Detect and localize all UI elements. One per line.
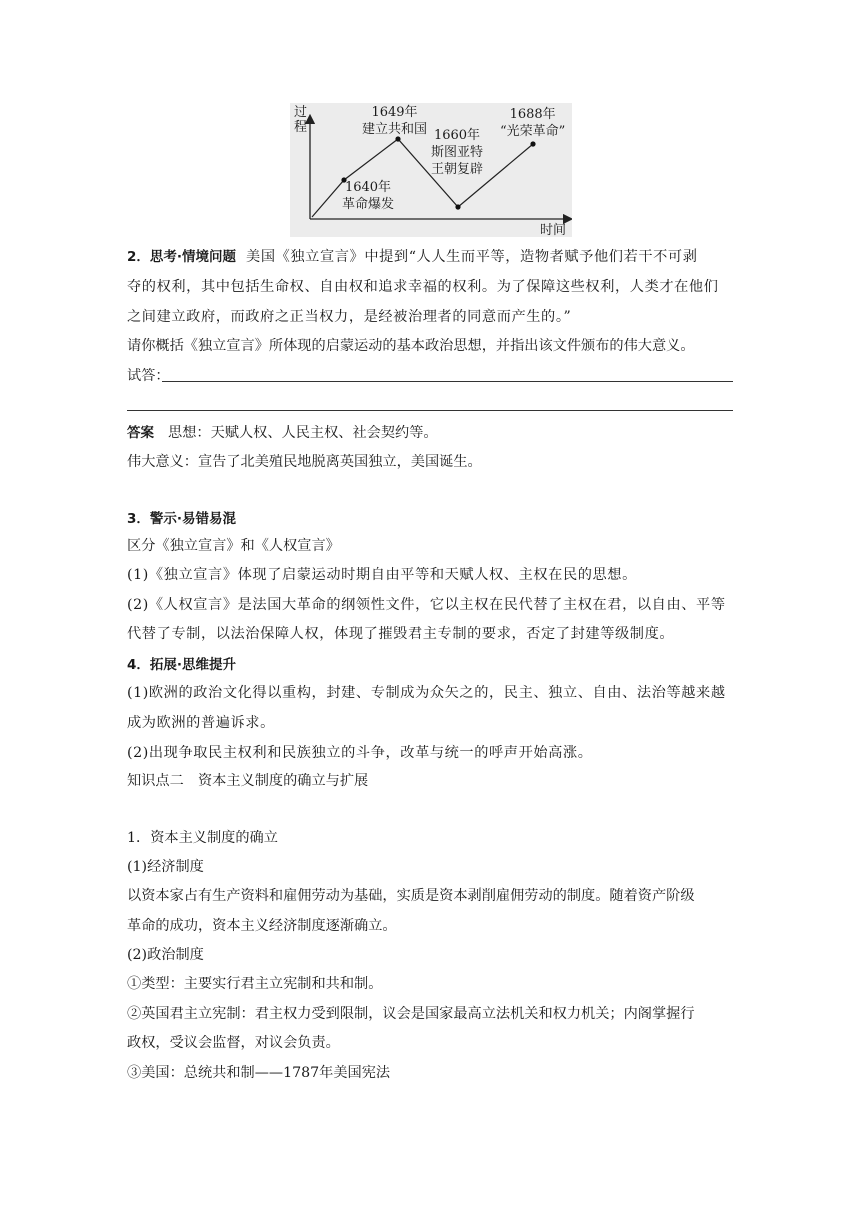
q2-prompt: 请你概括《独立宣言》所体现的启蒙运动的基本政治思想，并指出该文件颁布的伟大意义。 bbox=[127, 338, 695, 354]
event-year: 1640年 bbox=[344, 180, 392, 195]
economic-line-1: 以资本家占有生产资料和雇佣劳动为基础，实质是资本剥削雇佣劳动的制度。随着资产阶级 bbox=[127, 888, 695, 904]
economic-system-title: (1)经济制度 bbox=[127, 859, 204, 875]
answer-significance: 伟大意义：宣告了北美殖民地脱离英国独立，美国诞生。 bbox=[127, 454, 482, 470]
q3-heading: 3．警示·易错易混 bbox=[127, 511, 237, 527]
section-title: 知识点二 资本主义制度的确立与扩展 bbox=[127, 773, 369, 789]
event-desc: 建立共和国 bbox=[362, 122, 428, 137]
q4-heading: 4．拓展·思维提升 bbox=[127, 657, 237, 673]
event-1640 bbox=[342, 179, 394, 213]
event-year: 1688年 bbox=[509, 107, 556, 122]
q4-line-2: 成为欧洲的普遍诉求。 bbox=[127, 715, 275, 731]
event-desc: “光荣革命” bbox=[500, 124, 566, 139]
q2-quote-1: 美国《独立宣言》中提到“人人生而平等，造物者赋予他们若干不可剥 bbox=[246, 249, 698, 265]
q2-heading: 2．思考·情境问题 bbox=[127, 249, 237, 265]
q3-line-3: 代替了专制，以法治保障人权，体现了摧毁君主专制的要求，否定了封建等级制度。 bbox=[127, 626, 675, 642]
event-1688 bbox=[500, 106, 565, 140]
economic-line-2: 革命的成功，资本主义经济制度逐渐确立。 bbox=[127, 918, 397, 934]
event-year: 1649年 bbox=[371, 105, 418, 120]
q3-line-1: (1)《独立宣言》体现了启蒙运动时期自由平等和天赋人权、主权在民的思想。 bbox=[127, 567, 637, 583]
q3-intro: 区分《独立宣言》和《人权宣言》 bbox=[127, 538, 340, 554]
revolution-process-figure bbox=[290, 103, 572, 237]
q2-line-1 bbox=[127, 247, 698, 267]
point-1688 bbox=[530, 141, 535, 146]
event-desc: 斯图亚特 bbox=[431, 145, 484, 160]
answer-blank-2 bbox=[127, 410, 733, 411]
q4-line-3: (2)出现争取民主权利和民族独立的斗争，改革与统一的呼声开始高涨。 bbox=[127, 745, 593, 761]
answer-line-1 bbox=[127, 423, 438, 443]
political-line-2: ②英国君主立宪制：君主权力受到限制，议会是国家最高立法机关和权力机关；内阁掌握行 bbox=[127, 1006, 695, 1022]
q2-answer-label: 试答： bbox=[127, 368, 170, 384]
subsection-title: 1．资本主义制度的确立 bbox=[127, 830, 278, 846]
political-line-1: ①类型：主要实行君主立宪制和共和制。 bbox=[127, 976, 383, 992]
event-1660 bbox=[431, 127, 483, 178]
political-line-3: 政权，受议会监督，对议会负责。 bbox=[127, 1035, 340, 1051]
y-axis-label: 过程 bbox=[294, 105, 308, 135]
event-desc: 革命爆发 bbox=[342, 197, 395, 212]
q2-quote-3: 之间建立政府，而政府之正当权力，是经被治理者的同意而产生的。” bbox=[127, 309, 572, 325]
event-1649 bbox=[362, 104, 427, 138]
answer-blank-1 bbox=[162, 381, 733, 382]
q4-line-1: (1)欧洲的政治文化得以重构，封建、专制成为众矢之的，民主、独立、自由、法治等越来越 bbox=[127, 685, 726, 701]
event-desc: 王朝复辟 bbox=[431, 162, 484, 177]
event-year: 1660年 bbox=[433, 128, 481, 143]
q3-line-2: (2)《人权宣言》是法国大革命的纲领性文件，它以主权在民代替了主权在君，以自由、平等 bbox=[127, 597, 726, 613]
political-system-title: (2)政治制度 bbox=[127, 947, 204, 963]
point-1660 bbox=[455, 204, 460, 209]
x-axis-label: 时间 bbox=[540, 223, 567, 238]
q2-quote-2: 夺的权利，其中包括生命权、自由权和追求幸福的权利。为了保障这些权利，人类才在他们 bbox=[127, 279, 719, 295]
answer-title: 答案 bbox=[127, 425, 154, 441]
answer-thought: 思想：天赋人权、人民主权、社会契约等。 bbox=[168, 425, 438, 441]
political-line-4: ③美国：总统共和制——1787年美国宪法 bbox=[127, 1065, 391, 1081]
